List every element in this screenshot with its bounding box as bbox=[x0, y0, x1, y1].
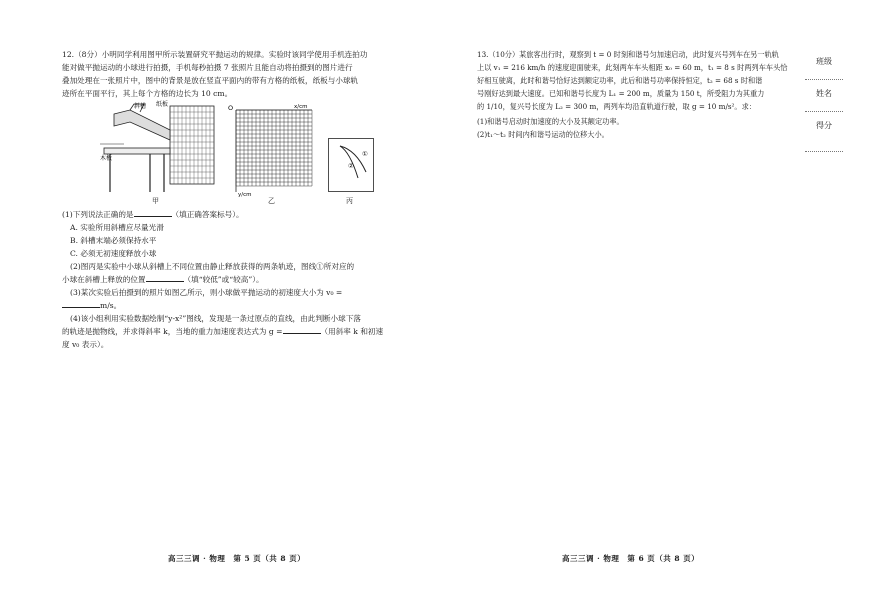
answer-blank-3[interactable] bbox=[62, 299, 100, 308]
q13-line: 的 1/10，复兴号长度为 L₂ = 300 m，两列车均沿直轨道行驶，取 g = 10 m/s²。求： bbox=[477, 102, 756, 111]
caption-yi: 乙 bbox=[268, 197, 275, 205]
label-curve-1: ① bbox=[362, 150, 368, 158]
answer-blank-2[interactable] bbox=[146, 273, 184, 282]
option-c: C. 必须无初速度释放小球 bbox=[70, 249, 157, 258]
figure-jia-apparatus bbox=[100, 100, 220, 195]
q13-sub1: (1)和谐号启动时加速度的大小及其额定功率。 bbox=[477, 117, 624, 126]
q13-line: 号刚好达到最大速度。已知和谐号长度为 L₁ = 200 m，质量为 150 t，所受阻力为其重力 bbox=[477, 89, 765, 98]
sub3-tail: m/s。 bbox=[100, 301, 122, 310]
caption-bing: 丙 bbox=[346, 197, 353, 205]
sub2-line-b bbox=[62, 273, 424, 286]
class-field[interactable] bbox=[805, 48, 843, 80]
option-b: B. 斜槽末端必须保持水平 bbox=[70, 236, 157, 245]
sub2-line-a: (2)图丙是实验中小球从斜槽上不同位置由静止释放获得的两条轨迹，图线①所对应的 bbox=[70, 262, 355, 271]
question-13 bbox=[477, 48, 802, 141]
name-field[interactable] bbox=[805, 80, 843, 112]
label-origin: O bbox=[228, 104, 234, 112]
q13-line: 13.（10分）某旅客出行时，观察到 t = 0 时刻和谐号匀加速启动，此时复兴号列车在另一轨轨 bbox=[477, 50, 779, 59]
question-12 bbox=[62, 48, 422, 100]
sub2-tail: （填“较低”或“较高”）。 bbox=[183, 275, 264, 284]
figure-yi-grid bbox=[228, 100, 318, 198]
wood-board bbox=[104, 148, 170, 154]
q12-line: 叠加处理在一张照片中，图中的背景是放在竖直平面内的带有方格的纸板，纸板与小球轨 bbox=[62, 76, 359, 85]
score-label: 得分 bbox=[816, 121, 832, 130]
figure-bing-trajectories bbox=[328, 138, 374, 192]
label-curve-2: ② bbox=[348, 162, 354, 170]
q13-sub2: (2)t₁～t₂ 时间内和谐号运动的位移大小。 bbox=[477, 130, 609, 139]
sub4-tail: （用斜率 k 和初速 bbox=[320, 327, 384, 336]
label-muban: 木板 bbox=[100, 155, 113, 162]
q13-line: 好相互驶离，此时和谐号恰好达到额定功率，此后和谐号功率保持恒定，t₂ = 68 s 时和谐 bbox=[477, 76, 763, 85]
sub4-text: 的轨迹是抛物线，并求得斜率 k，当地的重力加速度表达式为 g = bbox=[62, 327, 283, 336]
left-page bbox=[0, 0, 430, 599]
sub1-line bbox=[62, 208, 424, 221]
sub4-line-d: 度 v₀ 表示）。 bbox=[62, 340, 109, 349]
label-xcm: x/cm bbox=[294, 104, 308, 110]
footer-right: 高三三调 · 物理 第 6 页（共 8 页） bbox=[562, 554, 700, 563]
name-label: 姓名 bbox=[816, 89, 832, 98]
sub1-text: (1)下列说法正确的是 bbox=[62, 210, 134, 219]
sub3-line-a: (3)某次实验后拍摄到的照片如图乙所示，则小球做平抛运动的初速度大小为 v₀ = bbox=[70, 288, 343, 297]
q12-line: 能对做平抛运动的小球进行拍摄，手机每秒拍摄 7 张照片且能自动将拍摄到的图片进行 bbox=[62, 63, 353, 72]
q12-line: 迹所在平面平行，其上每个方格的边长为 10 cm。 bbox=[62, 89, 233, 98]
sub2-text: 小球在斜槽上释放的位置 bbox=[62, 275, 146, 284]
answer-blank-4[interactable] bbox=[283, 325, 321, 334]
label-ycm: y/cm bbox=[238, 192, 252, 198]
score-field[interactable] bbox=[805, 112, 843, 152]
q13-line: 上以 v₁ = 216 km/h 的速度迎面驶来，此刻两车车头相距 x₀ = 60 m，t₁ = 8 s 时两列车车头恰 bbox=[477, 63, 788, 72]
label-zhiban: 纸板 bbox=[156, 101, 169, 108]
caption-jia: 甲 bbox=[152, 197, 159, 205]
paperboard bbox=[170, 106, 214, 184]
question-12-subparts bbox=[62, 208, 424, 351]
class-label: 班级 bbox=[816, 57, 832, 66]
student-info-sidebar bbox=[805, 48, 843, 152]
sub1-tail: （填正确答案标号）。 bbox=[171, 210, 244, 219]
label-xiecao: 斜槽 bbox=[134, 103, 147, 110]
sub4-line-b bbox=[62, 325, 424, 338]
footer-left: 高三三调 · 物理 第 5 页（共 8 页） bbox=[168, 554, 306, 563]
option-a: A. 实验所用斜槽应尽量光滑 bbox=[70, 223, 164, 232]
answer-blank-1[interactable] bbox=[134, 208, 172, 217]
ramp-chute bbox=[114, 110, 170, 140]
q12-line: 12.（8分）小明同学利用图甲所示装置研究平抛运动的规律。实验时该同学使用手机连拍功 bbox=[62, 50, 368, 59]
sub4-line-a: (4)该小组利用实验数据绘制“y-x²”图线，发现是一条过原点的直线，由此判断小球下落 bbox=[70, 314, 361, 323]
sub3-line-b bbox=[62, 299, 424, 312]
